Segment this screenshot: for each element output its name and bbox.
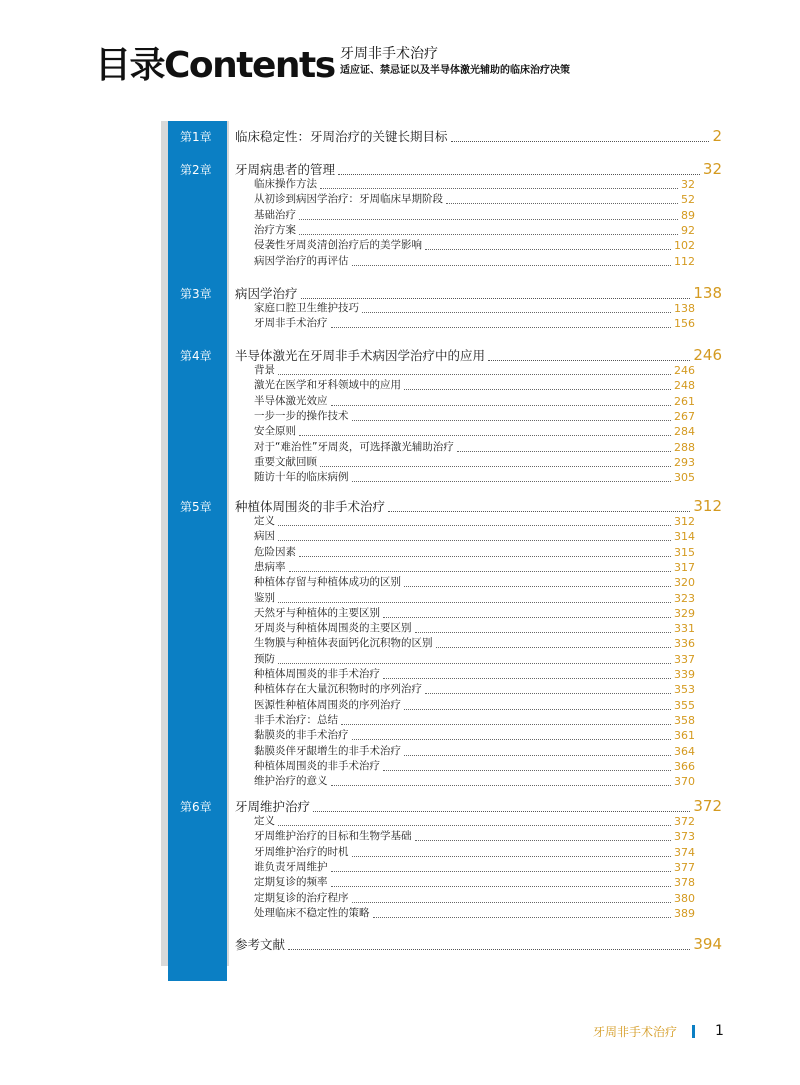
dot-leader — [301, 298, 691, 299]
section-entry[interactable] — [254, 394, 695, 408]
section-entry-page: 331 — [674, 622, 695, 635]
dot-leader — [352, 265, 672, 266]
dot-leader — [352, 481, 672, 482]
section-entry-page: 102 — [674, 239, 695, 252]
section-entry-title: 牙周维护治疗的目标和生物学基础 — [254, 830, 412, 842]
dot-leader — [404, 755, 671, 756]
section-entry[interactable] — [254, 621, 695, 635]
dot-leader — [446, 203, 678, 204]
section-entry-page: 92 — [681, 224, 695, 237]
dot-leader — [320, 188, 678, 189]
section-entry-page: 361 — [674, 729, 695, 742]
section-entry[interactable] — [254, 363, 695, 377]
chapter-entry-title: 病因学治疗 — [235, 286, 298, 301]
section-entry[interactable] — [254, 667, 695, 681]
section-entry[interactable] — [254, 591, 695, 605]
section-entry[interactable] — [254, 560, 695, 574]
section-entry-title: 重要文献回顾 — [254, 456, 317, 468]
section-entry-page: 339 — [674, 668, 695, 681]
dot-leader — [404, 586, 671, 587]
section-entry[interactable] — [254, 440, 695, 454]
section-entry[interactable] — [254, 545, 695, 559]
section-entry[interactable] — [254, 875, 695, 889]
dot-leader — [425, 693, 671, 694]
section-entry-page: 329 — [674, 607, 695, 620]
dot-leader — [331, 871, 672, 872]
section-entry-page: 261 — [674, 395, 695, 408]
section-entry[interactable] — [254, 192, 695, 206]
section-entry-page: 305 — [674, 471, 695, 484]
section-entry-page: 320 — [674, 576, 695, 589]
page-title: 目录Contents — [95, 45, 335, 86]
section-entry-title: 激光在医学和牙科领域中的应用 — [254, 379, 401, 391]
section-entry-page: 353 — [674, 683, 695, 696]
section-entry-page: 373 — [674, 830, 695, 843]
section-entry-page: 288 — [674, 441, 695, 454]
chapter-entry-title: 种植体周围炎的非手术治疗 — [235, 499, 386, 514]
section-entry-title: 定期复诊的频率 — [254, 876, 328, 888]
dot-leader — [331, 327, 672, 328]
chapter-entry[interactable] — [235, 346, 722, 364]
chapter-entry-page: 138 — [693, 284, 722, 302]
references-entry[interactable] — [235, 935, 722, 953]
section-entry-page: 314 — [674, 530, 695, 543]
section-entry-title: 患病率 — [254, 561, 286, 573]
section-entry-page: 355 — [674, 699, 695, 712]
chapter-entry-page: 312 — [693, 497, 722, 515]
section-entry-title: 侵袭性牙周炎清创治疗后的美学影响 — [254, 239, 422, 251]
dot-leader — [299, 234, 678, 235]
section-entry-title: 家庭口腔卫生维护技巧 — [254, 302, 359, 314]
dot-leader — [415, 632, 672, 633]
dot-leader — [278, 525, 671, 526]
chapter-entry-title: 牙周维护治疗 — [235, 799, 311, 814]
section-entry[interactable] — [254, 424, 695, 438]
section-entry-title: 医源性种植体周围炎的序列治疗 — [254, 699, 401, 711]
section-entry-page: 315 — [674, 546, 695, 559]
section-entry[interactable] — [254, 891, 695, 905]
section-entry[interactable] — [254, 254, 695, 268]
section-entry-page: 370 — [674, 775, 695, 788]
section-entry-title: 处理临床不稳定性的策略 — [254, 907, 370, 919]
book-title: 牙周非手术治疗 — [340, 46, 438, 62]
section-entry-page: 138 — [674, 302, 695, 315]
dot-leader — [352, 902, 672, 903]
section-entry[interactable] — [254, 575, 695, 589]
book-subtitle: 适应证、禁忌证以及半导体激光辅助的临床治疗决策 — [340, 65, 570, 76]
section-entry-page: 337 — [674, 653, 695, 666]
section-entry-title: 对于“难治性”牙周炎，可选择激光辅助治疗 — [254, 441, 454, 453]
section-entry-title: 种植体周围炎的非手术治疗 — [254, 760, 380, 772]
section-entry[interactable] — [254, 455, 695, 469]
chapter-number-label: 第5章 — [180, 500, 212, 514]
dot-leader — [451, 141, 710, 142]
dot-leader — [457, 451, 671, 452]
chapter-entry[interactable] — [235, 127, 722, 145]
dot-leader — [436, 647, 672, 648]
chapter-entry[interactable] — [235, 797, 722, 815]
section-entry-page: 156 — [674, 317, 695, 330]
footer-book-title: 牙周非手术治疗 — [593, 1025, 678, 1039]
chapter-number-label: 第6章 — [180, 800, 212, 814]
section-entry[interactable] — [254, 606, 695, 620]
section-entry[interactable] — [254, 177, 695, 191]
section-entry-title: 天然牙与种植体的主要区别 — [254, 607, 380, 619]
section-entry[interactable] — [254, 759, 695, 773]
section-entry-title: 牙周维护治疗的时机 — [254, 846, 349, 858]
dot-leader — [425, 249, 671, 250]
dot-leader — [331, 785, 672, 786]
chapter-number-label: 第3章 — [180, 287, 212, 301]
dot-leader — [383, 770, 671, 771]
section-entry-title: 半导体激光效应 — [254, 395, 328, 407]
dot-leader — [278, 825, 671, 826]
section-entry[interactable] — [254, 316, 695, 330]
section-entry[interactable] — [254, 652, 695, 666]
dot-leader — [331, 405, 672, 406]
dot-leader — [278, 663, 671, 664]
dot-leader — [289, 571, 672, 572]
chapter-entry[interactable] — [235, 160, 722, 178]
section-entry-title: 一步一步的操作技术 — [254, 410, 349, 422]
section-entry-page: 52 — [681, 193, 695, 206]
page-number: 1 — [715, 1023, 724, 1039]
dot-leader — [299, 435, 671, 436]
section-entry-page: 380 — [674, 892, 695, 905]
section-entry-page: 293 — [674, 456, 695, 469]
section-entry-title: 定义 — [254, 515, 275, 527]
dot-leader — [338, 174, 700, 175]
section-entry[interactable] — [254, 860, 695, 874]
footer-divider — [692, 1025, 695, 1038]
section-entry[interactable] — [254, 301, 695, 315]
section-entry-page: 323 — [674, 592, 695, 605]
dot-leader — [288, 949, 690, 950]
section-entry-page: 312 — [674, 515, 695, 528]
chapter-entry[interactable] — [235, 284, 722, 302]
dot-leader — [373, 917, 672, 918]
dot-leader — [415, 840, 672, 841]
section-entry-title: 牙周非手术治疗 — [254, 317, 328, 329]
section-entry[interactable] — [254, 378, 695, 392]
section-entry[interactable] — [254, 814, 695, 828]
dot-leader — [488, 360, 690, 361]
dot-leader — [278, 540, 671, 541]
section-entry-page: 377 — [674, 861, 695, 874]
section-entry-title: 生物膜与种植体表面钙化沉积物的区别 — [254, 637, 433, 649]
dot-leader — [383, 678, 671, 679]
section-entry-title: 危险因素 — [254, 546, 296, 558]
section-entry-page: 358 — [674, 714, 695, 727]
section-entry-page: 389 — [674, 907, 695, 920]
chapter-number-label: 第1章 — [180, 130, 212, 144]
section-entry[interactable] — [254, 470, 695, 484]
section-entry-title: 病因学治疗的再评估 — [254, 255, 349, 267]
section-entry-title: 黏膜炎的非手术治疗 — [254, 729, 349, 741]
section-entry[interactable] — [254, 238, 695, 252]
section-entry[interactable] — [254, 636, 695, 650]
dot-leader — [404, 709, 671, 710]
chapter-entry-title: 半导体激光在牙周非手术病因学治疗中的应用 — [235, 348, 486, 363]
section-entry[interactable] — [254, 409, 695, 423]
dot-leader — [341, 724, 671, 725]
chapter-number-label: 第4章 — [180, 349, 212, 363]
section-entry-page: 246 — [674, 364, 695, 377]
section-entry-title: 从初诊到病因学治疗：牙周临床早期阶段 — [254, 193, 443, 205]
references-entry-page: 394 — [693, 935, 722, 953]
section-entry[interactable] — [254, 208, 695, 222]
chapter-entry-title: 牙周病患者的管理 — [235, 162, 336, 177]
section-entry-title: 安全原则 — [254, 425, 296, 437]
section-entry-page: 364 — [674, 745, 695, 758]
section-entry-title: 背景 — [254, 364, 275, 376]
dot-leader — [299, 556, 671, 557]
section-entry-title: 临床操作方法 — [254, 178, 317, 190]
section-entry-title: 黏膜炎伴牙龈增生的非手术治疗 — [254, 745, 401, 757]
section-entry-title: 种植体存在大量沉积物时的序列治疗 — [254, 683, 422, 695]
dot-leader — [278, 602, 671, 603]
section-entry-page: 317 — [674, 561, 695, 574]
section-entry-page: 374 — [674, 846, 695, 859]
section-entry-title: 维护治疗的意义 — [254, 775, 328, 787]
section-entry-title: 定义 — [254, 815, 275, 827]
chapter-entry-page: 246 — [693, 346, 722, 364]
section-entry[interactable] — [254, 223, 695, 237]
section-entry-title: 病因 — [254, 530, 275, 542]
dot-leader — [299, 219, 678, 220]
section-entry-title: 基础治疗 — [254, 209, 296, 221]
section-entry-page: 372 — [674, 815, 695, 828]
dot-leader — [404, 389, 671, 390]
section-entry-page: 336 — [674, 637, 695, 650]
section-entry-page: 267 — [674, 410, 695, 423]
section-entry-title: 种植体周围炎的非手术治疗 — [254, 668, 380, 680]
section-entry-title: 治疗方案 — [254, 224, 296, 236]
dot-leader — [352, 739, 672, 740]
chapter-entry-page: 2 — [712, 127, 722, 145]
section-entry-title: 谁负责牙周维护 — [254, 861, 328, 873]
section-entry[interactable] — [254, 713, 695, 727]
dot-leader — [352, 420, 672, 421]
dot-leader — [388, 511, 690, 512]
chapter-entry-page: 372 — [693, 797, 722, 815]
section-entry[interactable] — [254, 728, 695, 742]
dot-leader — [383, 617, 671, 618]
section-entry[interactable] — [254, 698, 695, 712]
section-entry[interactable] — [254, 514, 695, 528]
section-entry-title: 牙周炎与种植体周围炎的主要区别 — [254, 622, 412, 634]
references-entry-title: 参考文献 — [235, 937, 286, 952]
chapter-number-label: 第2章 — [180, 163, 212, 177]
dot-leader — [320, 466, 671, 467]
dot-leader — [362, 312, 671, 313]
dot-leader — [278, 374, 671, 375]
chapter-entry-page: 32 — [702, 160, 722, 178]
chapter-entry-title: 临床稳定性：牙周治疗的关键长期目标 — [235, 129, 448, 144]
section-entry[interactable] — [254, 682, 695, 696]
section-entry[interactable] — [254, 829, 695, 843]
section-entry-title: 随访十年的临床病例 — [254, 471, 349, 483]
chapter-sidebar — [168, 121, 227, 981]
dot-leader — [352, 856, 672, 857]
section-entry[interactable] — [254, 906, 695, 920]
section-entry[interactable] — [254, 774, 695, 788]
section-entry-page: 89 — [681, 209, 695, 222]
chapter-entry[interactable] — [235, 497, 722, 515]
section-entry-title: 鉴别 — [254, 592, 275, 604]
dot-leader — [313, 811, 690, 812]
section-entry[interactable] — [254, 529, 695, 543]
section-entry-page: 248 — [674, 379, 695, 392]
section-entry-page: 378 — [674, 876, 695, 889]
section-entry[interactable] — [254, 845, 695, 859]
section-entry-page: 284 — [674, 425, 695, 438]
section-entry-page: 366 — [674, 760, 695, 773]
section-entry-title: 预防 — [254, 653, 275, 665]
section-entry[interactable] — [254, 744, 695, 758]
section-entry-title: 定期复诊的治疗程序 — [254, 892, 349, 904]
dot-leader — [331, 886, 672, 887]
section-entry-page: 32 — [681, 178, 695, 191]
section-entry-page: 112 — [674, 255, 695, 268]
section-entry-title: 种植体存留与种植体成功的区别 — [254, 576, 401, 588]
section-entry-title: 非手术治疗：总结 — [254, 714, 338, 726]
